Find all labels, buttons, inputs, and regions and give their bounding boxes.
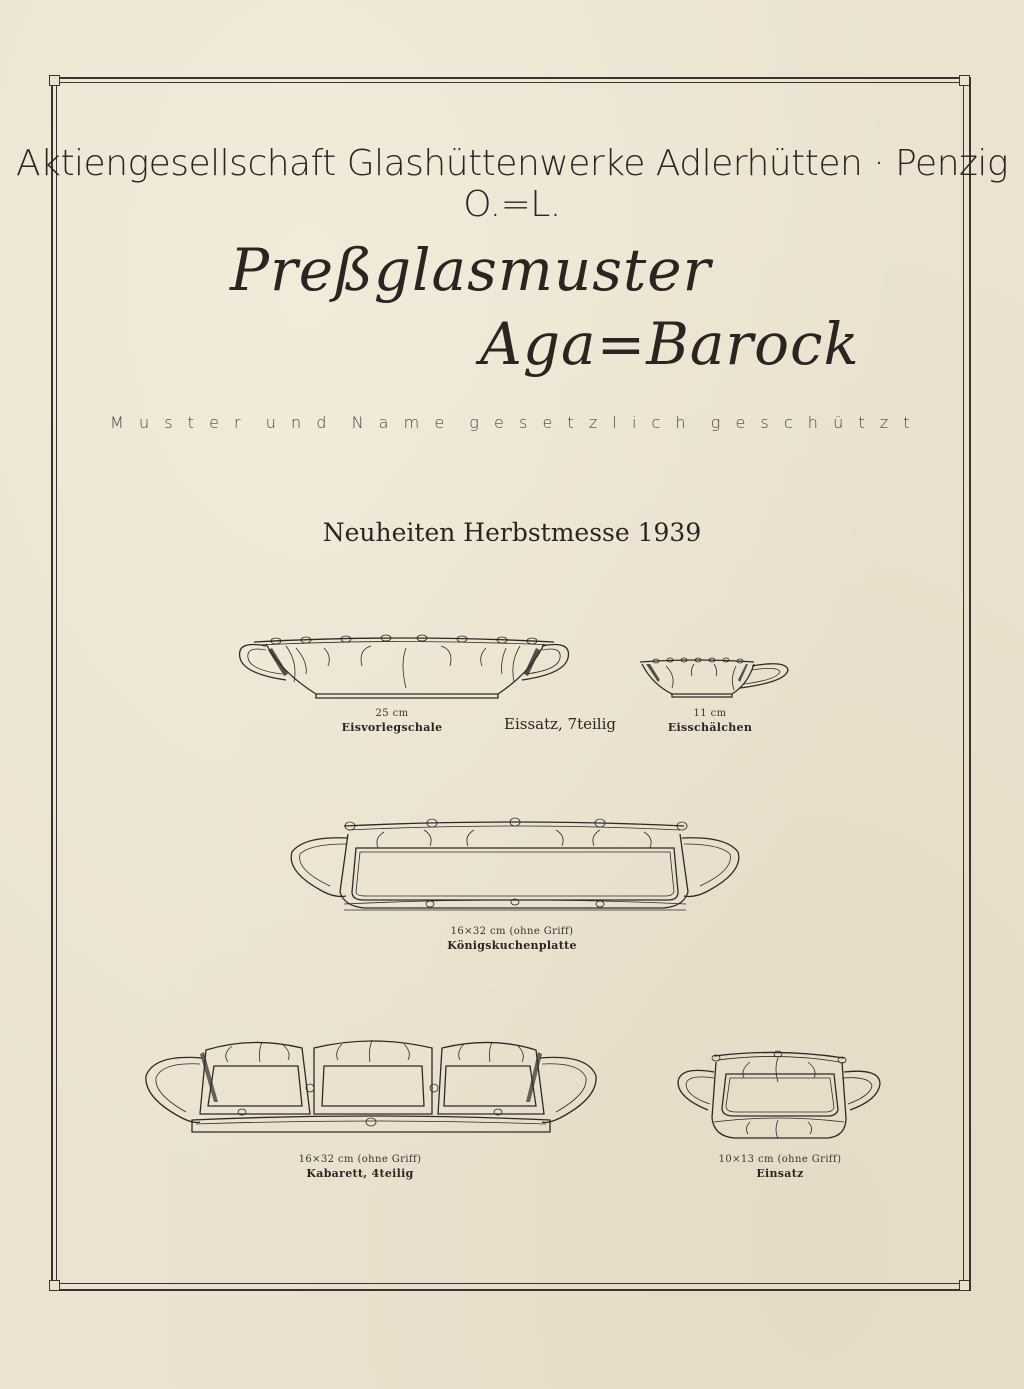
koenigskuchenplatte-illustration <box>284 812 746 914</box>
item-size: 16×32 cm (ohne Griff) <box>298 1154 422 1165</box>
corner-ornament <box>49 1280 60 1291</box>
set-name: Eissatz, 7teilig <box>504 715 616 733</box>
kabarett-caption <box>260 1154 460 1180</box>
eisschaelchen-illustration <box>636 656 792 700</box>
item-name: Einsatz <box>756 1167 804 1180</box>
corner-ornament <box>959 1280 970 1291</box>
item-name: Eisvorlegschale <box>341 721 443 734</box>
pattern-name: Aga=Barock <box>480 310 860 378</box>
corner-ornament <box>959 75 970 86</box>
item-name: Kabarett, 4teilig <box>306 1167 414 1180</box>
legal-notice: M u s t e r u n d N a m e g e s e t z l i c h g e s c h ü t z t <box>110 413 910 432</box>
eisschaelchen-caption <box>640 708 780 734</box>
kabarett-illustration <box>142 1028 600 1142</box>
koenigskuchenplatte-caption <box>412 926 612 952</box>
einsatz-caption <box>690 1154 870 1180</box>
item-size: 16×32 cm (ohne Griff) <box>450 926 574 937</box>
item-size: 10×13 cm (ohne Griff) <box>718 1154 842 1165</box>
eisvorlegschale-caption <box>322 708 462 734</box>
section-title: Neuheiten Herbstmesse 1939 <box>322 518 702 547</box>
eisvorlegschale-illustration <box>236 632 572 702</box>
company-title: Aktiengesellschaft Glashüttenwerke Adlerhütten · Penzig O.=L. <box>15 143 1009 225</box>
item-size: 11 cm <box>693 708 727 719</box>
einsatz-illustration <box>674 1048 884 1142</box>
item-size: 25 cm <box>375 708 409 719</box>
corner-ornament <box>49 75 60 86</box>
item-name: Königskuchenplatte <box>447 939 577 952</box>
item-name: Eisschälchen <box>667 721 753 734</box>
product-line-title: Preßglasmuster <box>230 236 712 304</box>
